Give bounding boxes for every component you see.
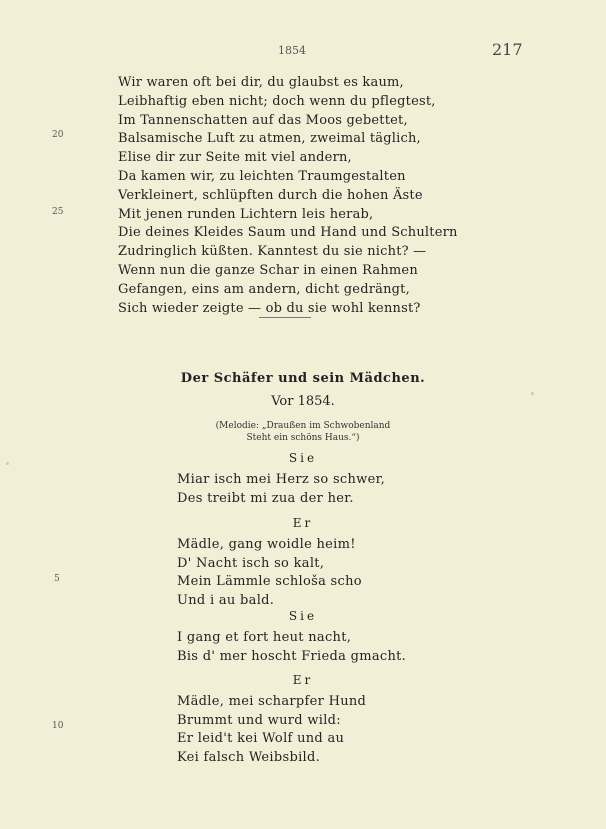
- speaker-label: Sie: [288, 609, 318, 623]
- speaker-label: Sie: [288, 451, 318, 465]
- poem-date: Vor 1854.: [271, 394, 335, 409]
- stanza: [177, 536, 362, 610]
- poem-title: Der Schäfer und sein Mädchen.: [180, 371, 426, 386]
- stanza-line: Mein Lämmle schloša scho: [177, 574, 362, 590]
- section-divider: [259, 317, 311, 318]
- stanza-line: Und i au bald.: [177, 592, 275, 608]
- stanza: [177, 629, 406, 666]
- stanza-line: Kei falsch Weibsbild.: [177, 749, 321, 765]
- line-number: 25: [52, 207, 64, 217]
- poem-line: Im Tannenschatten auf das Moos gebettet,: [118, 112, 408, 128]
- speaker-label: Er: [292, 673, 314, 687]
- stanza-line: D' Nacht isch so kalt,: [177, 555, 325, 571]
- paper-spot: [6, 462, 9, 465]
- poem-line: Da kamen wir, zu leichten Traumgestalten: [118, 168, 406, 184]
- line-number: 20: [52, 130, 64, 140]
- paper-spot: [531, 392, 534, 395]
- stanza-line: I gang et fort heut nacht,: [177, 630, 352, 645]
- poem-line: Gefangen, eins am andern, dicht gedrängt,: [118, 281, 410, 297]
- poem-line: Wenn nun die ganze Schar in einen Rahmen: [118, 262, 418, 278]
- poem-line: Mit jenen runden Lichtern leis herab,: [118, 206, 374, 222]
- poem-line: Leibhaftig eben nicht; doch wenn du pflegtest,: [118, 93, 436, 109]
- stanza-line: Bis d' mer hoscht Frieda gmacht.: [177, 648, 407, 664]
- poem-line: Balsamische Luft zu atmen, zweimal täglich,: [118, 131, 421, 147]
- poem-line: Zudringlich küßten. Kanntest du sie nicht? —: [118, 244, 427, 260]
- stanza-line: Mädle, gang woidle heim!: [177, 537, 356, 552]
- line-number: 5: [54, 574, 60, 584]
- stanza-line: Des treibt mi zua der her.: [177, 490, 354, 506]
- melody-note: [0, 420, 606, 444]
- melody-note-line: Steht ein schöns Haus.“): [246, 433, 360, 443]
- line-number: 10: [52, 721, 64, 731]
- stanza-line: Er leid't kei Wolf und au: [177, 731, 345, 747]
- melody-note-line: (Melodie: „Draußen im Schwobenland: [215, 421, 391, 431]
- stanza: [177, 471, 385, 508]
- poem-line: Elise dir zur Seite mit viel andern,: [118, 150, 352, 166]
- poem-line: Sich wieder zeigte — ob du sie wohl kennst?: [118, 300, 421, 316]
- stanza-line: Miar isch mei Herz so schwer,: [177, 472, 386, 487]
- running-head: [0, 40, 606, 64]
- speaker-label: Er: [292, 516, 314, 530]
- stanza-line: Mädle, mei scharpfer Hund: [177, 694, 367, 709]
- poem-line: Verkleinert, schlüpften durch die hohen Äste: [118, 187, 423, 203]
- poem-line: Die deines Kleides Saum und Hand und Schultern: [118, 225, 458, 241]
- poem-line: Wir waren oft bei dir, du glaubst es kaum,: [118, 75, 404, 90]
- poem-continuation: [118, 74, 538, 318]
- stanza-line: Brummt und wurd wild:: [177, 712, 341, 728]
- stanza: [177, 693, 366, 767]
- running-head-year: 1854: [278, 44, 306, 57]
- page-number: 217: [492, 40, 523, 59]
